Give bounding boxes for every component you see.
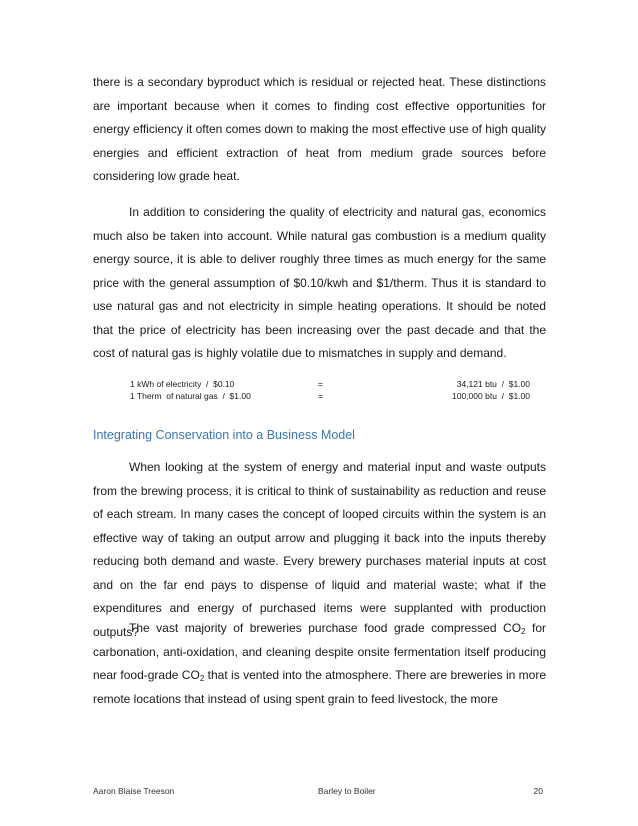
paragraph-energy-quality: there is a secondary byproduct which is residual or rejected heat. These distinctions are important because when it comes to finding cost effective opportunities for energy efficiency it often comes down to making the most effective use of high quality energies and efficient extraction of heat from medium grade sources before considering low grade heat. (93, 75, 546, 183)
conversion-result: 100,000 btu / $1.00 (452, 391, 530, 401)
paragraph-text: that is vented into the atmosphere. There are breweries in more remote locations that instead of using spent grain to feed livestock, the more (93, 668, 546, 706)
energy-conversion-table (130, 378, 540, 402)
subscript-two: 2 (521, 627, 526, 636)
conversion-equals: = (318, 391, 323, 401)
footer-page-number: 20 (533, 786, 543, 796)
paragraph-economics: In addition to considering the quality of electricity and natural gas, economics much also be taken into account. While natural gas combustion is a medium quality energy source, it is able to deliver roughly three times as much energy for the same price with the general assumption of $0.10/kwh and $1/therm. Thus it is standard to use natural gas and not electricity in simple heating operations. It should be noted that the price of electricity has been increasing over the past decade and that the cost of natural gas is highly volatile due to mismatches in supply and demand. (93, 205, 546, 360)
conversion-source: 1 kWh of electricity / $0.10 (130, 379, 235, 389)
paragraph-co2-reuse (93, 617, 546, 711)
footer-document-title: Barley to Boiler (318, 786, 376, 796)
conversion-row-natural-gas (130, 390, 540, 402)
section-heading: Integrating Conservation into a Business Model (93, 428, 355, 442)
subscript-two: 2 (199, 674, 205, 683)
conversion-source: 1 Therm of natural gas / $1.00 (130, 391, 251, 401)
paragraph-looped-circuits: When looking at the system of energy and material input and waste outputs from the brewing process, it is critical to think of sustainability as reduction and reuse of each stream. In many cases the concept of looped circuits within the system is an effective way of taking an output arrow and plugging it back into the inputs thereby reducing both demand and waste. Every brewery purchases material inputs at cost and on the far end pays to dispense of liquid and material waste; what if the expenditures and energy of purchased items were supplanted with production outputs? (93, 460, 546, 639)
page-footer (93, 786, 547, 798)
conversion-equals: = (318, 379, 323, 389)
footer-author: Aaron Blaise Treeson (93, 786, 175, 796)
conversion-row-electricity (130, 378, 540, 390)
paragraph-text: The vast majority of breweries purchase food grade compressed CO (129, 621, 522, 635)
conversion-result: 34,121 btu / $1.00 (456, 379, 530, 389)
paragraph-text: for carbonation, anti-oxidation, and cleaning despite onsite fermentation itself producing near food-grade CO (93, 621, 546, 682)
